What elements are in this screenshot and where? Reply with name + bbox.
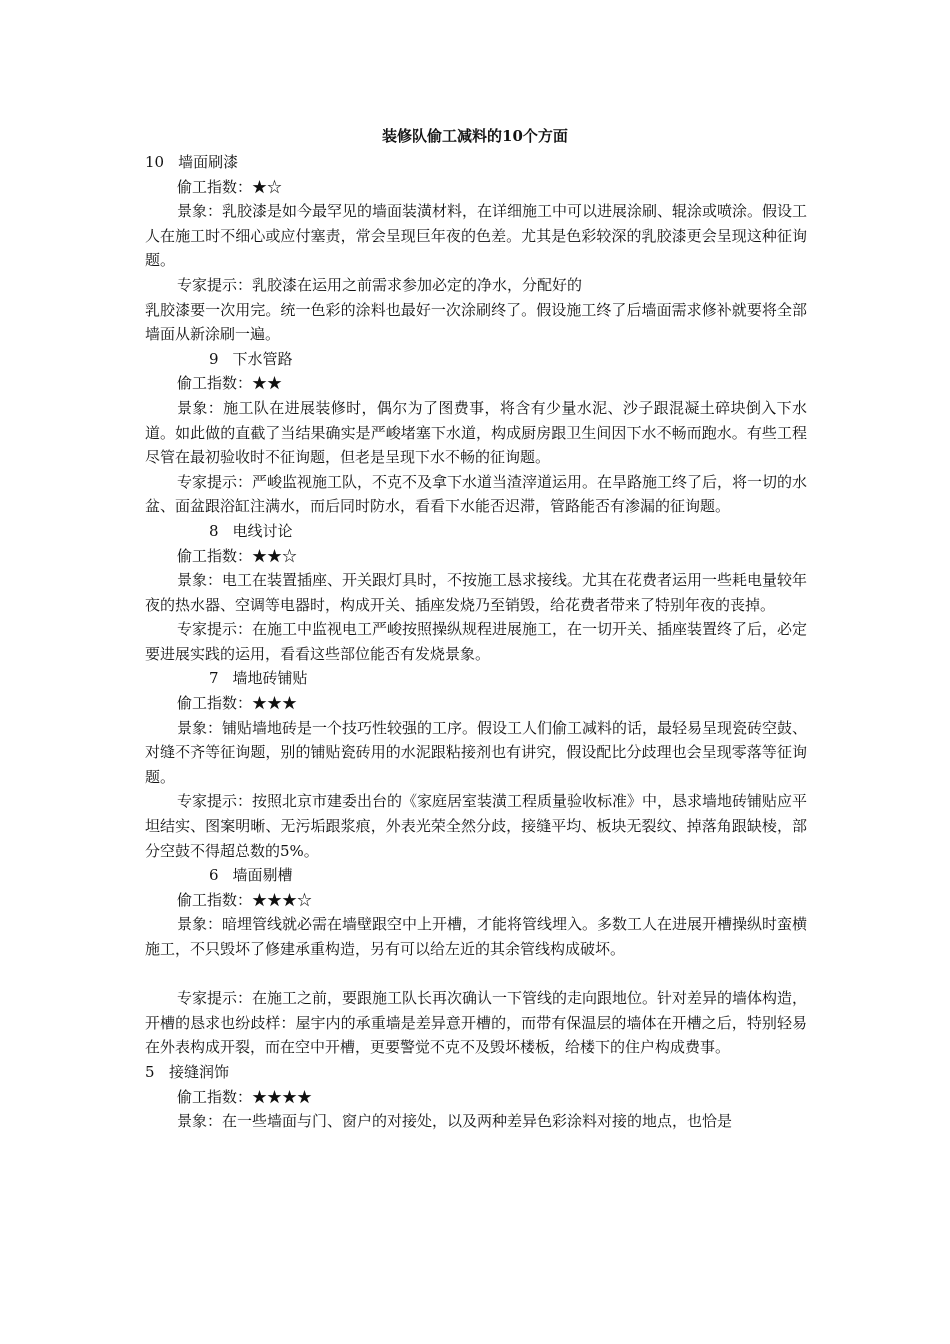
section-number: 10 (145, 153, 165, 171)
theft-index: 偷工指数：★★ (177, 374, 283, 393)
section-heading-7 (145, 666, 807, 691)
section-title: 墙面刷漆 (178, 153, 239, 171)
phenomenon-paragraph: 景象：铺贴墙地砖是一个技巧性较强的工序。假设工人们偷工减料的话，最轻易呈现瓷砖空鼓、对缝不齐等征询题，别的铺贴瓷砖用的水泥跟粘接剂也有讲究，假设配比分歧理也会呈现零落等征询题。 (145, 718, 808, 786)
section-title: 电线讨论 (232, 521, 293, 540)
section-title: 下水管路 (232, 349, 293, 368)
section-heading-9 (145, 347, 807, 372)
document-body (145, 150, 807, 1134)
phenomenon-paragraph: 景象：电工在装置插座、开关跟灯具时，不按施工恳求接线。尤其在花费者运用一些耗电量较年夜的热水器、空调等电器时，构成开关、插座发烧乃至销毁，给花费者带来了特别年夜的丧掉。 (145, 571, 808, 614)
section-title: 墙地砖铺贴 (232, 669, 308, 688)
section-title: 接缝润饰 (169, 1062, 230, 1081)
section-number: 6 (209, 866, 219, 885)
expert-tip-paragraph: 专家提示：严峻监视施工队，不克不及拿下水道当渣滓道运用。在旱路施工终了后，将一切的水盆、面盆跟浴缸注满水，而后同时防水，看看下水能否迟滞，管路能否有渗漏的征询题。 (145, 472, 808, 516)
phenomenon-paragraph: 景象：在一些墙面与门、窗户的对接处，以及两种差异色彩涂料对接的地点，也恰是 (177, 1112, 733, 1131)
expert-tip-paragraph: 专家提示：在施工中监视电工严峻按照操纵规程进展施工，在一切开关、插座装置终了后，必定要进展实践的运用，看看这些部位能否有发烧景象。 (145, 620, 808, 663)
section-heading-10 (145, 150, 807, 175)
theft-index: 偷工指数：★★★★ (177, 1087, 313, 1106)
expert-tip-paragraph: 专家提示：按照北京市建委出台的《家庭居室装潢工程质量验收标准》中，恳求墙地砖铺贴应平坦结实、图案明晰、无污垢跟浆痕，外表光荣全然分歧，接缝平均、板块无裂纹、掉落角跟缺棱，部分空鼓不得超总数的5%。 (145, 792, 808, 860)
expert-tip-paragraph: 专家提示：在施工之前，要跟施工队长再次确认一下管线的走向跟地位。针对差异的墙体构造，开槽的恳求也纷歧样：屋宇内的承重墙是差异意开槽的，而带有保温层的墙体在开槽之后，特别轻易在外表构成开裂，而在空中开槽，更要警觉不克不及毁坏楼板，给楼下的住户构成费事。 (145, 989, 808, 1057)
phenomenon-paragraph: 景象：施工队在进展装修时，偶尔为了图费事，将含有少量水泥、沙子跟混凝土碎块倒入下水道。如此做的直截了当结果确实是严峻堵塞下水道，构成厨房跟卫生间因下水不畅而跑水。有些工程尽管在最初验收时不征询题，但老是呈现下水不畅的征询题。 (145, 398, 807, 467)
blank-line (145, 962, 807, 987)
section-title: 墙面剔槽 (232, 866, 293, 885)
section-number: 7 (209, 669, 219, 688)
theft-index: 偷工指数：★★★☆ (177, 890, 313, 909)
theft-index: 偷工指数：★★★ (177, 694, 298, 713)
phenomenon-paragraph: 景象：乳胶漆是如今最罕见的墙面装潢材料，在详细施工中可以进展涂刷、辊涂或喷涂。假设工人在施工时不细心或应付塞责，常会呈现巨年夜的色差。尤其是色彩较深的乳胶漆更会呈现这种征询题。 (145, 202, 808, 270)
phenomenon-paragraph: 景象：暗埋管线就必需在墙壁跟空中上开槽，才能将管线埋入。多数工人在进展开槽操纵时蛮横施工，不只毁坏了修建承重构造，另有可以给左近的其余管线构成破坏。 (145, 915, 808, 958)
theft-index: 偷工指数：★★☆ (177, 546, 298, 565)
section-heading-8 (145, 519, 807, 544)
section-number: 9 (209, 349, 219, 368)
document-title: 装修队偷工减料的10个方面 (382, 127, 568, 145)
expert-tip-continued: 乳胶漆要一次用完。统一色彩的涂料也最好一次涂刷终了。假设施工终了后墙面需求修补就要将全部墙面从新涂刷一遍。 (145, 300, 807, 344)
section-number: 5 (145, 1062, 155, 1081)
expert-tip-paragraph: 专家提示：乳胶漆在运用之前需求参加必定的净水，分配好的 (177, 275, 583, 294)
theft-index: 偷工指数：★☆ (177, 177, 283, 196)
section-heading-6 (145, 863, 807, 888)
section-number: 8 (209, 521, 219, 540)
section-heading-5 (145, 1060, 807, 1085)
